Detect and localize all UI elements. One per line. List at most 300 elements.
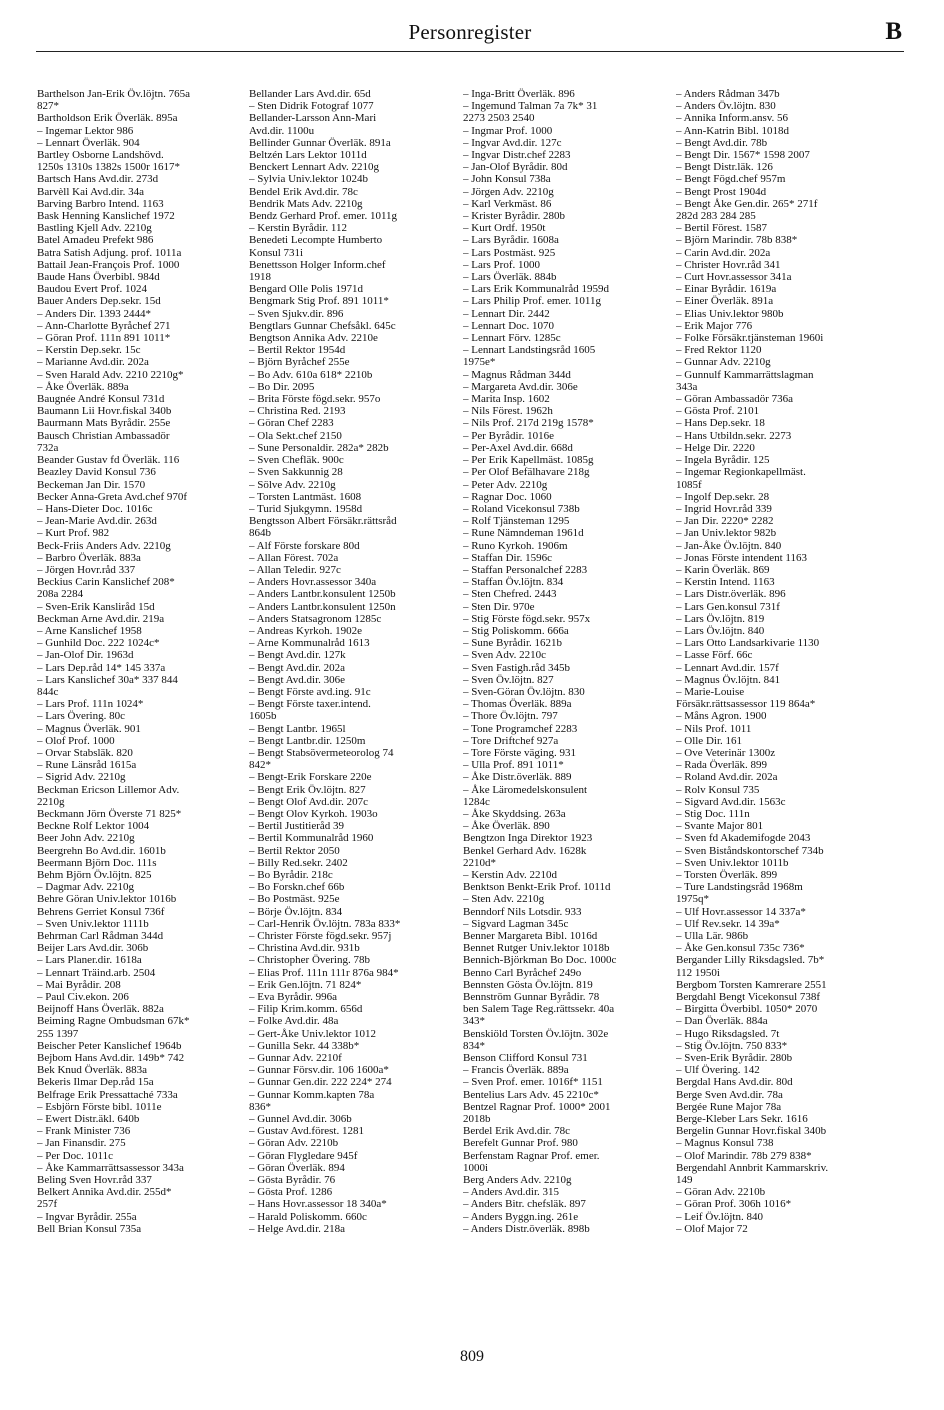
index-entry: – Karl Verkmäst. 86 (463, 197, 552, 210)
index-entry: Behrens Gerriet Konsul 736f (37, 905, 165, 918)
index-entry: – Björn Marindir. 78b 838* (676, 234, 798, 247)
index-entry: – Jan Finansdir. 275 (37, 1137, 126, 1150)
index-entry: – Ove Veterinär 1300z (676, 746, 776, 759)
index-entry: – Jan-Åke Öv.löjtn. 840 (676, 539, 782, 552)
index-entry: – Christer Förste fögd.sekr. 957j (249, 930, 392, 943)
index-entry: – Staffan Personalchef 2283 (463, 563, 588, 576)
index-entry: – Åke Läromedelskonsulent (463, 783, 588, 796)
index-entry: – Sven Fastigh.råd 345b (463, 661, 570, 674)
index-entry: – Ingvar Byrådir. 255a (37, 1210, 137, 1223)
index-entry: Beltzén Lars Lektor 1011d (249, 149, 367, 162)
index-entry: – Sune Byrådir. 1621b (463, 637, 562, 650)
index-entry: Bellander Lars Avd.dir. 65d (249, 88, 371, 100)
index-entry: Bergdal Hans Avd.dir. 80d (676, 1076, 793, 1089)
index-entry: Beijer Lars Avd.dir. 306b (37, 942, 149, 955)
index-entry: – Anders Distr.överläk. 898b (463, 1222, 590, 1235)
index-entry: – Lennart Avd.dir. 157f (676, 661, 779, 674)
index-entry: 732a (37, 441, 59, 454)
index-entry: – Christina Avd.dir. 931b (249, 942, 360, 955)
index-entry: Beckius Carin Kanslichef 208* (37, 576, 175, 589)
index-entry: – Måns Agron. 1900 (676, 710, 767, 723)
header-rule (36, 51, 904, 52)
index-entry: – Åke Överläk. 889a (37, 380, 129, 393)
index-entry: Barving Barbro Intend. 1163 (37, 197, 164, 210)
page-title: Personregister (408, 20, 532, 44)
index-entry: 255 1397 (37, 1027, 79, 1040)
index-entry: – Anders Hovr.assessor 340a (249, 576, 377, 589)
index-entry: – Åke Kammarrättsassessor 343a (37, 1161, 184, 1174)
index-entry: 827* (37, 100, 59, 113)
index-entry: 834* (463, 1039, 485, 1052)
index-entry: – Göran Chef 2283 (249, 417, 334, 430)
index-entry: – Marita Insp. 1602 (463, 393, 550, 406)
index-entry: – Thomas Överläk. 889a (463, 698, 572, 711)
index-entry: – Sigrid Adv. 2210g (37, 771, 126, 784)
index-entry: – Jörgen Adv. 2210g (463, 185, 554, 198)
index-entry: – Anders Dir. 1393 2444* (37, 307, 151, 320)
index-entry: – Gunhild Doc. 222 1024c* (37, 637, 160, 650)
index-entry: Bausch Christian Ambassadör (37, 429, 170, 442)
index-entry: Bergée Rune Major 78a (676, 1100, 782, 1113)
index-entry: – Gunnar Försv.dir. 106 1600a* (249, 1064, 389, 1077)
index-entry: Benkel Gerhard Adv. 1628k (463, 844, 587, 857)
index-entry: 282d 283 284 285 (676, 210, 756, 223)
index-entry: – Staffan Dir. 1596c (463, 551, 553, 564)
index-entry: Barvèll Kai Avd.dir. 34a (37, 185, 145, 198)
index-entry: Beander Gustav fd Överläk. 116 (37, 454, 180, 467)
index-entry: – Einer Överläk. 891a (676, 295, 774, 308)
index-entry: – Magnus Överläk. 901 (37, 722, 141, 735)
index-entry: – Marie-Louise (676, 685, 745, 698)
index-entry: – Turid Sjukgymn. 1958d (249, 502, 363, 515)
index-entry: Bentzel Ragnar Prof. 1000* 2001 (463, 1100, 611, 1113)
index-entry: Berefelt Gunnar Prof. 980 (463, 1137, 578, 1150)
index-entry: – Helge Avd.dir. 218a (249, 1222, 346, 1235)
index-entry: – Allan Teledir. 927c (249, 563, 341, 576)
index-entry: – Bengt Lantbr. 1965l (249, 722, 346, 735)
index-entry: 836* (249, 1100, 271, 1113)
index-entry: – Hugo Riksdagsled. 7t (676, 1027, 780, 1040)
index-entry: Berdel Erik Avd.dir. 78c (463, 1125, 571, 1138)
index-entry: Beiming Ragne Ombudsman 67k* (37, 1015, 190, 1028)
index-entry: – Christina Red. 2193 (249, 405, 346, 418)
index-entry: 257f (37, 1198, 58, 1211)
index-entry: – Roland Avd.dir. 202a (676, 771, 778, 784)
index-entry: – Bengt Avd.dir. 127k (249, 649, 346, 662)
index-entry: – Allan Förest. 702a (249, 551, 339, 564)
index-entry: – Gunnar Komm.kapten 78a (249, 1088, 375, 1101)
index-entry: – Hans Dep.sekr. 18 (676, 417, 765, 430)
index-entry: – Lennart Träind.arb. 2504 (37, 966, 156, 979)
index-entry: – Anders Rådman 347b (676, 88, 780, 100)
index-entry: – Göran Adv. 2210b (676, 1186, 766, 1199)
index-entry: – Torsten Överläk. 899 (676, 869, 778, 881)
index-entry: – Sven Adv. 2210c (463, 649, 547, 662)
index-entry: – Kurt Prof. 982 (37, 527, 110, 540)
index-entry: – Hans Hovr.assessor 18 340a* (249, 1198, 387, 1211)
index-entry: – Ingolf Dep.sekr. 28 (676, 490, 770, 503)
index-entry: – Bengt Åke Gen.dir. 265* 271f (676, 197, 818, 210)
index-entry: – Bengt Olof Avd.dir. 207c (249, 795, 368, 808)
index-entry: – Ingemund Talman 7a 7k* 31 (463, 100, 598, 113)
index-entry: – Jan Univ.lektor 982b (676, 527, 777, 540)
index-entry: – Stig Förste fögd.sekr. 957x (463, 612, 591, 625)
index-entry: 1000i (463, 1161, 489, 1174)
index-entry: Bauer Anders Dep.sekr. 15d (37, 295, 161, 308)
index-entry: 1085f (676, 478, 702, 491)
index-entry: – Bengt Dir. 1567* 1598 2007 (676, 149, 810, 162)
index-entry: – Ingela Byrådir. 125 (676, 454, 770, 467)
index-entry: – Kurt Ordf. 1950t (463, 222, 546, 235)
index-entry: – Bo Byrådir. 218c (249, 869, 333, 881)
index-entry: – Gösta Prof. 2101 (676, 405, 760, 418)
index-entry: – Tore Förste väging. 931 (463, 746, 576, 759)
index-entry: Bengtson Annika Adv. 2210e (249, 332, 378, 345)
index-entry: – Bengt Avd.dir. 306e (249, 673, 346, 686)
index-entry: 2018b (463, 1113, 491, 1126)
index-entry: – Ture Landstingsråd 1968m (676, 881, 803, 894)
index-entry: – Ulla Lär. 986b (676, 930, 749, 943)
index-entry: Bergdahl Bengt Vicekonsul 738f (676, 991, 821, 1004)
index-entry: – Magnus Öv.löjtn. 841 (676, 673, 781, 686)
index-entry: Bennich-Björkman Bo Doc. 1000c (463, 954, 617, 967)
index-entry: – Göran Prof. 111n 891 1011* (37, 332, 171, 345)
index-column-4 (676, 88, 883, 1343)
index-entry: – Gunnar Adv. 2210g (676, 356, 771, 369)
index-entry: 149 (676, 1174, 693, 1187)
index-entry: – Ragnar Doc. 1060 (463, 490, 552, 503)
index-entry: – Harald Poliskomm. 660c (249, 1210, 367, 1223)
index-entry: – Stig Öv.löjtn. 750 833* (676, 1039, 788, 1052)
index-entry: Beckman Arne Avd.dir. 219a (37, 612, 165, 625)
index-entry: 2210d* (463, 856, 496, 869)
index-entry: – Sven-Göran Öv.löjtn. 830 (463, 685, 585, 698)
index-entry: Berge Sven Avd.dir. 78a (676, 1088, 783, 1101)
index-entry: Benktson Benkt-Erik Prof. 1011d (463, 881, 611, 894)
index-entry: 864b (249, 527, 271, 540)
index-entry: ben Salem Tage Reg.rättssekr. 40a (463, 1003, 615, 1016)
index-entry: – Olle Dir. 161 (676, 734, 742, 747)
index-entry: – Svante Major 801 (676, 820, 764, 833)
index-entry: Becker Anna-Greta Avd.chef 970f (37, 490, 188, 503)
index-entry: Berg Anders Adv. 2210g (463, 1174, 572, 1187)
index-entry: – Ulla Prof. 891 1011* (463, 759, 564, 772)
index-entry: – Lars Prof. 111n 1024* (37, 698, 144, 711)
index-entry: – Krister Byrådir. 280b (463, 210, 566, 223)
index-entry: – Kerstin Intend. 1163 (676, 576, 775, 589)
index-entry: – Lars Postmäst. 925 (463, 246, 556, 259)
index-entry: Bask Henning Kanslichef 1972 (37, 210, 175, 223)
index-entry: 1284c (463, 795, 490, 808)
index-entry: – Dagmar Adv. 2210g (37, 881, 135, 894)
index-entry: – Filip Krim.komm. 656d (249, 1003, 363, 1016)
index-entry: 1975e* (463, 356, 496, 369)
index-entry: Baurmann Mats Byrådir. 255e (37, 417, 171, 430)
index-entry: – Olof Marindir. 78b 279 838* (676, 1149, 812, 1162)
index-entry: – Sven Prof. emer. 1016f* 1151 (463, 1076, 603, 1089)
index-entry: – Per Byrådir. 1016e (463, 429, 555, 442)
index-entry: – Björn Byråchef 255e (249, 356, 350, 369)
index-entry: Benckert Lennart Adv. 2210g (249, 161, 380, 174)
index-entry: – Gunnulf Kammarrättslagman (676, 368, 814, 381)
index-entry: – Hans Utbildn.sekr. 2273 (676, 429, 792, 442)
index-entry: – Nils Prof. 217d 219g 1578* (463, 417, 594, 430)
index-entry: Beckeman Jan Dir. 1570 (37, 478, 146, 491)
index-entry: Beischer Peter Kanslichef 1964b (37, 1039, 182, 1052)
index-entry: – Gustav Avd.förest. 1281 (249, 1125, 364, 1138)
index-entry: – Anders Öv.löjtn. 830 (676, 100, 776, 113)
index-entry: – Bo Adv. 610a 618* 2210b (249, 368, 373, 381)
index-entry: – Lars Kanslichef 30a* 337 844 (37, 673, 178, 686)
index-entry: – Einar Byrådir. 1619a (676, 283, 777, 296)
index-entry: 112 1950i (676, 966, 720, 979)
index-entry: – Nils Prof. 1011 (676, 722, 752, 735)
index-entry: Bengtlars Gunnar Chefsåkl. 645c (249, 319, 396, 332)
index-entry: – Åke Distr.överläk. 889 (463, 771, 572, 784)
index-entry: 1250s 1310s 1382s 1500r 1617* (37, 161, 181, 174)
index-entry: – Anders Avd.dir. 315 (463, 1186, 560, 1199)
index-entry: – Frank Minister 736 (37, 1125, 131, 1138)
index-entry: – Erik Gen.löjtn. 71 824* (249, 978, 362, 991)
index-entry: – Sven Biståndskontorschef 734b (676, 844, 824, 857)
index-entry: Bastling Kjell Adv. 2210g (37, 222, 152, 235)
index-entry: Bejbom Hans Avd.dir. 149b* 742 (37, 1052, 185, 1065)
index-entry: – Peter Adv. 2210g (463, 478, 548, 491)
index-entry: – Runo Kyrkoh. 1906m (463, 539, 568, 552)
index-entry: – Sven-Erik Byrådir. 280b (676, 1052, 793, 1065)
index-entry: – Per Olof Befälhavare 218g (463, 466, 590, 479)
index-entry: – Jonas Förste intendent 1163 (676, 551, 807, 564)
index-entry: Belfrage Erik Pressattaché 733a (37, 1088, 178, 1101)
index-entry: – Margareta Avd.dir. 306e (463, 380, 578, 393)
index-entry: – Rolv Konsul 735 (676, 783, 760, 796)
index-entry: – Sten Didrik Fotograf 1077 (249, 100, 374, 113)
index-entry: – Göran Överläk. 894 (249, 1161, 345, 1174)
index-entry: – Lars Byrådir. 1608a (463, 234, 559, 247)
index-entry: – Paul Civ.ekon. 206 (37, 991, 129, 1004)
index-entry: – Sten Dir. 970e (463, 600, 535, 613)
index-entry: – Kerstin Byrådir. 112 (249, 222, 347, 235)
index-entry: – Bengt Fögd.chef 957m (676, 173, 786, 186)
index-entry: Bengtzon Inga Direktor 1923 (463, 832, 593, 845)
index-entry: – Rune Nämndeman 1961d (463, 527, 584, 540)
index-entry: – Torsten Lantmäst. 1608 (249, 490, 362, 503)
index-entry: Benettsson Holger Inform.chef (249, 258, 386, 271)
index-entry: – Sven fd Akademifogde 2043 (676, 832, 811, 845)
index-entry: – Erik Major 776 (676, 319, 753, 332)
index-entry: – Bertil Kommunalråd 1960 (249, 832, 374, 845)
index-entry: Bellander-Larsson Ann-Mari (249, 112, 377, 125)
index-entry: Bekeris Ilmar Dep.råd 15a (37, 1076, 154, 1089)
index-entry: Bartholdson Erik Överläk. 895a (37, 112, 178, 125)
index-entry: – Carin Avd.dir. 202a (676, 246, 771, 259)
index-entry: – Stig Doc. 111n (676, 807, 750, 820)
index-entry: Bengtsson Albert Försäkr.rättsråd (249, 515, 397, 528)
index-entry: – Ingvar Distr.chef 2283 (463, 149, 571, 162)
index-entry: – Fred Rektor 1120 (676, 344, 762, 357)
index-entry: – Sven Univ.lektor 1111b (37, 917, 149, 930)
index-entry: Bennsten Gösta Öv.löjtn. 819 (463, 978, 593, 991)
index-entry: – Lars Gen.konsul 731f (676, 600, 780, 613)
index-entry: – Bengt Förste taxer.intend. (249, 698, 371, 711)
index-entry: – Göran Ambassadör 736a (676, 393, 794, 406)
index-entry: – Ann-Charlotte Byråchef 271 (37, 319, 171, 332)
index-entry: – Curt Hovr.assessor 341a (676, 271, 792, 284)
index-entry: Bendrik Mats Adv. 2210g (249, 197, 363, 210)
index-entry: – Folke Avd.dir. 48a (249, 1015, 339, 1028)
index-entry: – Andreas Kyrkoh. 1902e (249, 624, 363, 637)
index-entry: Battail Jean-François Prof. 1000 (37, 258, 180, 271)
index-entry: 844c (37, 685, 59, 698)
index-entry: – Elias Univ.lektor 980b (676, 307, 784, 320)
index-entry: – Birgitta Överbibl. 1050* 2070 (676, 1003, 818, 1016)
index-entry: – Lars Öv.löjtn. 840 (676, 624, 765, 637)
index-entry: – Ulf Rev.sekr. 14 39a* (676, 917, 780, 930)
index-entry: – Lars Distr.överläk. 896 (676, 588, 786, 601)
index-entry: – Esbjörn Förste bibl. 1011e (37, 1100, 162, 1113)
index-entry: – Mai Byrådir. 208 (37, 978, 121, 991)
index-entry: – Hans-Dieter Doc. 1016c (37, 502, 153, 515)
index-entry: – Lars Överläk. 884b (463, 271, 557, 284)
index-entry: Bartley Osborne Landshövd. (37, 149, 164, 162)
index-entry: – Jörgen Hovr.råd 337 (37, 563, 136, 576)
index-entry: Benedeti Lecompte Humberto (249, 234, 383, 247)
index-entry: – Bengt Stabsövermeteorolog 74 (249, 746, 394, 759)
index-entry: Bergendahl Annbrit Kammarskriv. (676, 1161, 829, 1174)
index-entry: Benner Margareta Bibl. 1016d (463, 930, 598, 943)
index-entry: – Inga-Britt Överläk. 896 (463, 88, 575, 100)
index-entry: Bendz Gerhard Prof. emer. 1011g (249, 210, 398, 223)
page-header (36, 18, 904, 52)
index-entry: – Thore Öv.löjtn. 797 (463, 710, 558, 723)
index-entry: – Gösta Prof. 1286 (249, 1186, 333, 1199)
index-entry: Bentelius Lars Adv. 45 2210c* (463, 1088, 599, 1101)
index-entry: – Lennart Doc. 1070 (463, 319, 555, 332)
index-entry: Beijnoff Hans Överläk. 882a (37, 1003, 164, 1016)
index-entry: – Bengt Lantbr.dir. 1250m (249, 734, 366, 747)
index-entry: – Bengt-Erik Forskare 220e (249, 771, 372, 784)
index-entry: – Jan-Olof Dir. 1963d (37, 649, 134, 662)
index-entry: Behre Göran Univ.lektor 1016b (37, 893, 177, 906)
index-entry: – Anders Byggn.ing. 261e (463, 1210, 579, 1223)
index-entry: – Elias Prof. 111n 111r 876a 984* (249, 966, 399, 979)
index-entry: – Bengt Erik Öv.löjtn. 827 (249, 783, 366, 796)
index-entry: – Lennart Överläk. 904 (37, 136, 140, 149)
index-entry: – Lars Dep.råd 14* 145 337a (37, 661, 166, 674)
index-entry: – Francis Överläk. 889a (463, 1064, 569, 1077)
index-entry: Bendel Erik Avd.dir. 78c (249, 185, 358, 198)
index-entry: Batra Satish Adjung. prof. 1011a (37, 246, 182, 259)
index-column-3 (463, 88, 670, 1343)
index-entry: – Lasse Förf. 66c (676, 649, 753, 662)
index-entry: Belkert Annika Avd.dir. 255d* (37, 1186, 172, 1199)
index-entry: – Göran Flygledare 945f (249, 1149, 358, 1162)
index-entry: – Per Erik Kapellmäst. 1085g (463, 454, 594, 467)
index-entry: Behm Björn Öv.löjtn. 825 (37, 869, 152, 881)
index-entry: Avd.dir. 1100u (249, 124, 315, 137)
index-entry: Bartsch Hans Avd.dir. 273d (37, 173, 159, 186)
index-entry: – Åke Överläk. 890 (463, 820, 550, 833)
index-entry: – Magnus Konsul 738 (676, 1137, 774, 1150)
index-entry: – Alf Förste forskare 80d (249, 539, 360, 552)
index-entry: Bengmark Stig Prof. 891 1011* (249, 295, 389, 308)
index-entry: Beckmann Jörn Överste 71 825* (37, 807, 182, 820)
index-entry: – Lars Prof. 1000 (463, 258, 540, 271)
index-entry: – Jan Dir. 2220* 2282 (676, 515, 774, 528)
index-entry: – Ingmar Prof. 1000 (463, 124, 553, 137)
index-entry: – Annika Inform.ansv. 56 (676, 112, 789, 125)
index-entry: – Lars Öv.löjtn. 819 (676, 612, 765, 625)
index-entry: – Magnus Rådman 344d (463, 368, 571, 381)
index-entry: – Roland Vicekonsul 738b (463, 502, 580, 515)
index-entry: – Anders Lantbr.konsulent 1250b (249, 588, 396, 601)
index-entry: – Sven Univ.lektor 1011b (676, 856, 789, 869)
index-entry: – Christopher Övering. 78b (249, 954, 370, 967)
index-entry: – John Konsul 738a (463, 173, 551, 186)
index-entry: – Lennart Landstingsråd 1605 (463, 344, 596, 357)
index-entry: – Sten Chefred. 2443 (463, 588, 557, 601)
index-entry: Beling Sven Hovr.råd 337 (37, 1174, 152, 1187)
index-entry: – Sven Öv.löjtn. 827 (463, 673, 554, 686)
index-entry: – Folke Försäkr.tjänsteman 1960i (676, 332, 824, 345)
index-entry: – Sigvard Avd.dir. 1563c (676, 795, 786, 808)
index-entry: – Göran Adv. 2210b (249, 1137, 339, 1150)
index-entry: – Gunnar Gen.dir. 222 224* 274 (249, 1076, 392, 1089)
index-entry: – Ulf Hovr.assessor 14 337a* (676, 905, 806, 918)
index-column-2 (249, 88, 456, 1343)
index-entry: – Stig Poliskomm. 666a (463, 624, 569, 637)
index-entry: – Per-Axel Avd.dir. 668d (463, 441, 573, 454)
index-entry: Benskiöld Torsten Öv.löjtn. 302e (463, 1027, 609, 1040)
index-entry: – Marianne Avd.dir. 202a (37, 356, 149, 369)
index-entry: – Rada Överläk. 899 (676, 759, 768, 772)
index-entry: – Anders Bitr. chefsläk. 897 (463, 1198, 586, 1211)
index-entry: – Lars Otto Landsarkivarie 1130 (676, 637, 820, 650)
index-entry: – Christer Hovr.råd 341 (676, 258, 781, 271)
index-entry: – Gunilla Sekr. 44 338b* (249, 1039, 360, 1052)
index-entry: – Brita Förste fögd.sekr. 957o (249, 393, 381, 406)
index-entry: – Sven-Erik Kansliråd 15d (37, 600, 155, 613)
index-entry: Baumann Lii Hovr.fiskal 340b (37, 405, 172, 418)
index-entry: – Gert-Åke Univ.lektor 1012 (249, 1027, 376, 1040)
index-entry: – Anders Statsagronom 1285c (249, 612, 382, 625)
index-entry: – Ingvar Avd.dir. 127c (463, 136, 562, 149)
index-entry: – Lennart Dir. 2442 (463, 307, 550, 320)
index-entry: 2273 2503 2540 (463, 112, 535, 125)
index-entry: – Tone Programchef 2283 (463, 722, 578, 735)
index-entry: Bergander Lilly Riksdagsled. 7b* (676, 954, 825, 967)
index-entry: – Sölve Adv. 2210g (249, 478, 336, 491)
index-entry: Bell Brian Konsul 735a (37, 1222, 142, 1235)
index-entry: – Göran Prof. 306h 1016* (676, 1198, 792, 1211)
index-entry: – Sven Sjukv.dir. 896 (249, 307, 344, 320)
index-entry: – Billy Red.sekr. 2402 (249, 856, 348, 869)
index-entry: Försäkr.rättsassessor 119 864a* (676, 698, 816, 711)
index-entry: Benson Clifford Konsul 731 (463, 1052, 588, 1065)
index-entry: – Bertil Rektor 1954d (249, 344, 346, 357)
index-entry: – Gunnar Adv. 2210f (249, 1052, 342, 1065)
index-entry: – Staffan Öv.löjtn. 834 (463, 576, 564, 589)
index-entry: – Ingrid Hovr.råd 339 (676, 502, 772, 515)
index-entry: – Bertil Rektor 2050 (249, 844, 340, 857)
index-entry: – Bo Dir. 2095 (249, 380, 315, 393)
index-entry: Baudou Evert Prof. 1024 (37, 283, 147, 296)
index-entry: – Lars Övering. 80c (37, 710, 125, 723)
index-entry: Batel Amadeu Prefekt 986 (37, 234, 154, 247)
index-entry: Bellinder Gunnar Överläk. 891a (249, 136, 391, 149)
index-entry: Bengard Olle Polis 1971d (249, 283, 363, 296)
index-entry: – Sylvia Univ.lektor 1024b (249, 173, 369, 186)
